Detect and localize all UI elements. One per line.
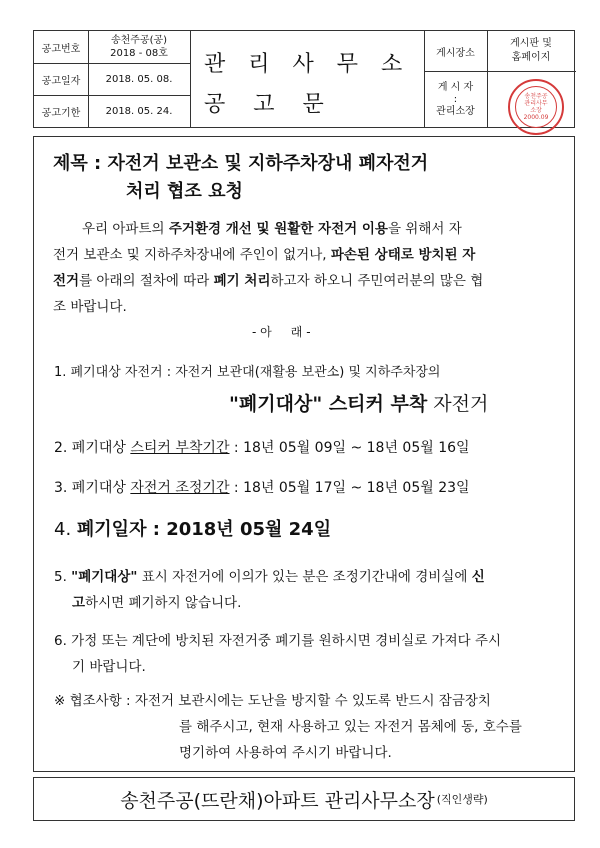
issuer-footer: [33, 777, 575, 821]
subject-line-1: 제목 : 자전거 보관소 및 지하주차장내 폐자전거: [53, 153, 429, 174]
deadline-label: 공고기한: [41, 108, 81, 119]
poster-label: 게 시 자 : 관리소장: [436, 81, 475, 117]
paragraph-line-1: 우리 아파트의 주거환경 개선 및 원활한 자전거 이용을 위해서 자: [82, 221, 462, 237]
notice-date-value: 2018. 05. 08.: [105, 73, 173, 85]
paragraph-line-4: 조 바랍니다.: [53, 299, 127, 315]
item-4: 4. 폐기일자 : 2018년 05월 24일: [54, 519, 332, 540]
seal-text: 송천주공 관리사무 소장 2000.09: [515, 86, 557, 128]
cooperation-line-2: 를 해주시고, 현재 사용하고 있는 자전거 몸체에 동, 호수를: [179, 719, 522, 735]
notice-date-label: 공고일자: [41, 75, 81, 87]
notice-no-label: 공고번호: [41, 43, 81, 55]
item-6-line-2: 기 바랍니다.: [72, 659, 146, 675]
item-1-line-1: 1. 폐기대상 자전거 : 자전거 보관대(재활용 보관소) 및 지하주차장의: [54, 365, 441, 380]
seal-omitted-note: (직인생략): [436, 793, 488, 806]
notice-no-value: 송천주공(공) 2018 - 08호: [110, 35, 168, 59]
notice-body: [33, 136, 575, 772]
item-2: 2. 폐기대상 스티커 부착기간 : 18년 05월 09일 ~ 18년 05월 16일: [54, 440, 470, 456]
deadline-value: 2018. 05. 24.: [105, 106, 173, 117]
official-seal-stamp: [508, 79, 564, 135]
post-place-label: 게시장소: [436, 47, 475, 59]
issuer-name: 송천주공(뜨란채)아파트 관리사무소장: [120, 789, 435, 812]
item-6-line-1: 6. 가정 또는 계단에 방치된 자전거중 폐기를 원하시면 경비실로 가져다 주시: [54, 633, 502, 649]
title-line-2: 공 고 문: [204, 92, 324, 117]
title-line-1: 관 리 사 무 소: [204, 52, 403, 77]
item-5-line-2: 고하시면 폐기하지 않습니다.: [72, 595, 242, 611]
paragraph-line-2: 전거 보관소 및 지하주차장내에 주인이 없거나, 파손된 상태로 방치된 자: [53, 247, 476, 263]
subject-line-2: 처리 협조 요청: [126, 181, 243, 202]
post-place-value: 게시판 및 홈페이지: [510, 38, 552, 63]
below-heading: - 아 래 -: [252, 325, 311, 339]
cooperation-line-1: ※ 협조사항 : 자전거 보관시에는 도난을 방지할 수 있도록 반드시 잠금장치: [54, 693, 491, 709]
paragraph-line-3: 전거를 아래의 절차에 따라 폐기 처리하고자 하오니 주민여러분의 많은 협: [53, 273, 484, 289]
item-3: 3. 폐기대상 자전거 조정기간 : 18년 05월 17일 ~ 18년 05월 23일: [54, 480, 470, 496]
notice-header-table: [33, 30, 575, 128]
item-1-line-2: "폐기대상" 스티커 부착 자전거: [229, 393, 489, 415]
cooperation-line-3: 명기하여 사용하여 주시기 바랍니다.: [179, 745, 392, 761]
item-5-line-1: 5. "폐기대상" 표시 자전거에 이의가 있는 분은 조정기간내에 경비실에 신: [54, 569, 485, 585]
